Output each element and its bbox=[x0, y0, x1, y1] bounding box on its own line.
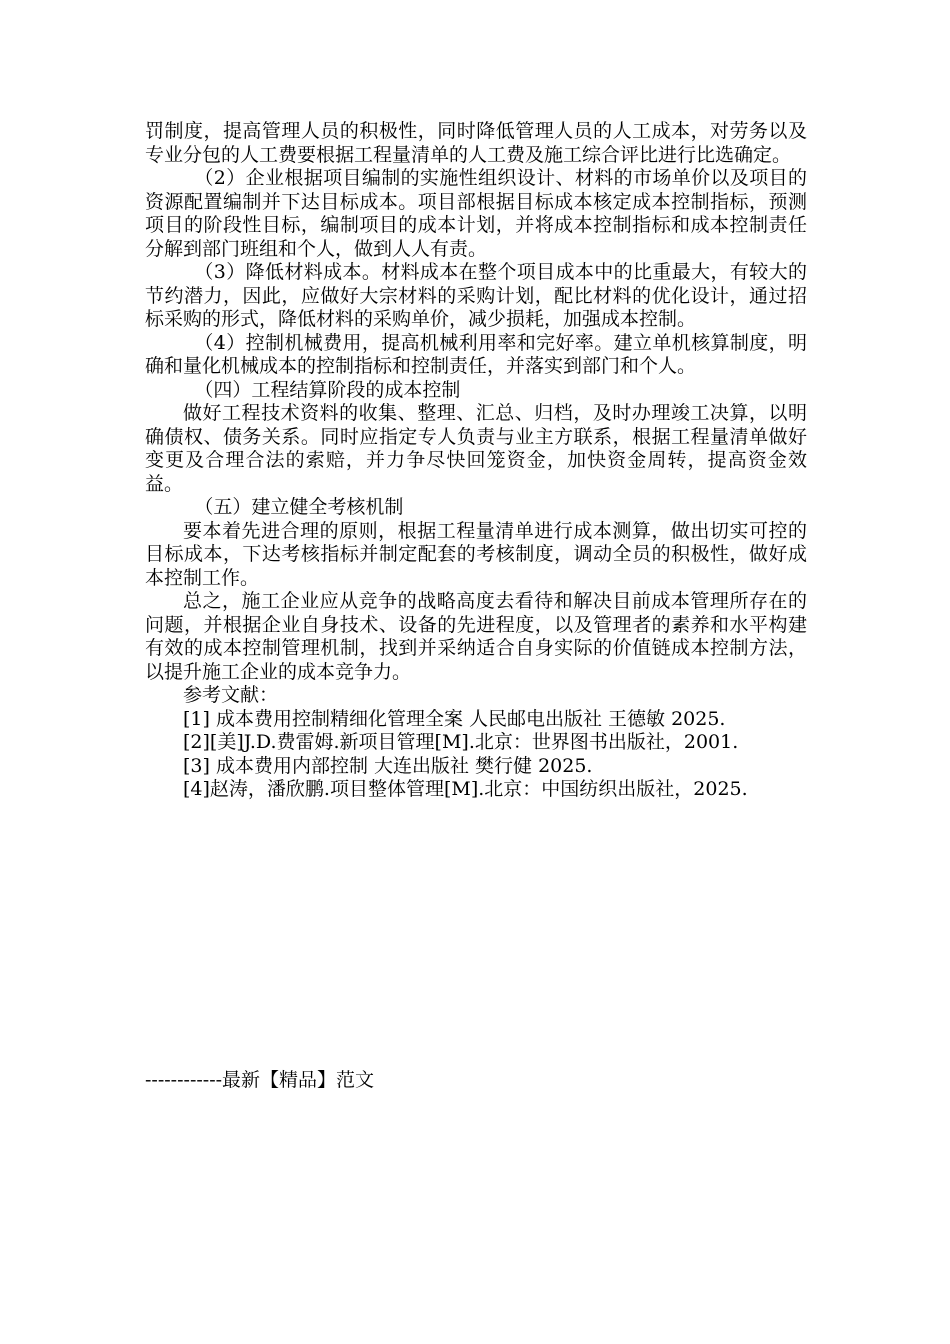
reference-item-3: [3] 成本费用内部控制 大连出版社 樊行健 2025. bbox=[183, 754, 593, 777]
reference-item-1: [1] 成本费用控制精细化管理全案 人民邮电出版社 王德敏 2025. bbox=[183, 707, 726, 730]
references-heading: 参考文献： bbox=[183, 684, 279, 706]
paragraph-item-2: （2）企业根据项目编制的实施性组织设计、材料的市场单价以及项目的资源配置编制并下达目标成本。项目部根据目标成本核定成本控制指标，预测项目的阶段性目标，编制项目的成本计划，并将成本控制指标和成本控制责任分解到部门班组和个人，做到人人有责。 bbox=[145, 167, 807, 260]
paragraph-continuation: 罚制度，提高管理人员的积极性，同时降低管理人员的人工成本，对劳务以及专业分包的人工费要根据工程量清单的人工费及施工综合评比进行比选确定。 bbox=[145, 120, 807, 166]
paragraph-settlement: 做好工程技术资料的收集、整理、汇总、归档，及时办理竣工决算，以明确债权、债务关系。同时应指定专人负责与业主方联系，根据工程量清单做好变更及合理合法的索赔，并力争尽快回笼资金，加快资金周转，提高资金效益。 bbox=[145, 402, 807, 495]
section-heading-4: （四）工程结算阶段的成本控制 bbox=[194, 378, 461, 401]
paragraph-conclusion: 总之，施工企业应从竞争的战略高度去看待和解决目前成本管理所存在的问题，并根据企业自身技术、设备的先进程度，以及管理者的素养和水平构建有效的成本控制管理机制，找到并采纳适合自身实际的价值链成本控制方法，以提升施工企业的成本竞争力。 bbox=[145, 590, 807, 683]
section-heading-5: （五）建立健全考核机制 bbox=[194, 496, 404, 518]
reference-item-4: [4]赵涛，潘欣鹏.项目整体管理[M].北京：中国纺织出版社，2025. bbox=[183, 778, 748, 800]
paragraph-item-4: （4）控制机械费用，提高机械利用率和完好率。建立单机核算制度，明确和量化机械成本的控制指标和控制责任，并落实到部门和个人。 bbox=[145, 331, 807, 377]
document-body bbox=[145, 120, 807, 802]
paragraph-item-3: （3）降低材料成本。材料成本在整个项目成本中的比重最大，有较大的节约潜力，因此，应做好大宗材料的采购计划，配比材料的优化设计，通过招标采购的形式，降低材料的采购单价，减少损耗，加强成本控制。 bbox=[145, 261, 807, 330]
footer-text: ------------最新【精品】范文 bbox=[145, 1069, 375, 1091]
paragraph-assessment: 要本着先进合理的原则，根据工程量清单进行成本测算，做出切实可控的目标成本，下达考核指标并制定配套的考核制度，调动全员的积极性，做好成本控制工作。 bbox=[145, 519, 807, 589]
reference-item-2: [2][美]J.D.费雷姆.新项目管理[M].北京：世界图书出版社，2001. bbox=[183, 731, 739, 753]
